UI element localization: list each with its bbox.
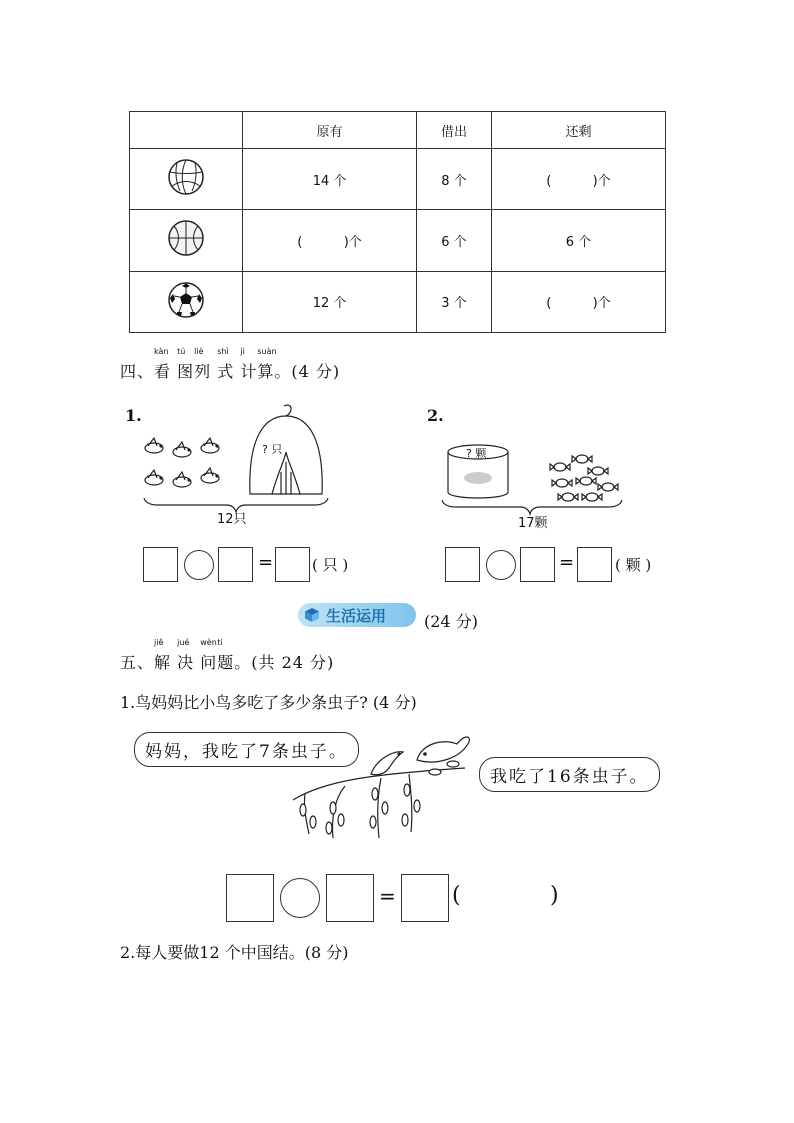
header-original: 原有 xyxy=(243,112,417,149)
answer-box[interactable] xyxy=(218,547,253,582)
answer-box[interactable] xyxy=(401,874,449,922)
header-empty xyxy=(130,112,243,149)
cage-label: ? 只 xyxy=(262,443,283,456)
table-row xyxy=(130,210,666,271)
speech-bubble-right: 我吃了16条虫子。 xyxy=(479,757,660,792)
question-text: 2.每人要做12 个中国结。(8 分) xyxy=(120,943,349,962)
section-4-heading: 四、 kàn 看 tú 图 liè 列 shì 式 jì 计 suàn 算。(4 分) xyxy=(120,347,341,381)
unit-paren-close: ) xyxy=(550,883,559,908)
total-label: 12只 xyxy=(217,512,247,527)
operator-circle[interactable] xyxy=(184,550,214,580)
answer-box[interactable] xyxy=(143,547,178,582)
header-lent: 借出 xyxy=(417,112,492,149)
question-number: 2. xyxy=(427,406,444,425)
cell-lent: 3 个 xyxy=(417,271,492,332)
answer-box[interactable] xyxy=(577,547,612,582)
answer-box[interactable] xyxy=(326,874,374,922)
answer-box[interactable] xyxy=(520,547,555,582)
header-left: 还剩 xyxy=(491,112,665,149)
equals-sign: = xyxy=(379,884,396,908)
operator-circle[interactable] xyxy=(486,550,516,580)
answer-box[interactable] xyxy=(226,874,274,922)
total-label: 17颗 xyxy=(518,516,548,531)
cell-left-blank[interactable]: ( )个 xyxy=(491,149,665,210)
cell-original-blank[interactable]: ( )个 xyxy=(243,210,417,271)
question-text: 1.鸟妈妈比小鸟多吃了多少条虫子? (4 分) xyxy=(120,693,417,712)
jar-label: ? 颗 xyxy=(466,447,487,460)
answer-box[interactable] xyxy=(275,547,310,582)
table-row xyxy=(130,149,666,210)
equals-sign: = xyxy=(258,552,274,573)
cell-original: 12 个 xyxy=(243,271,417,332)
table-header-row xyxy=(130,112,666,149)
volleyball-icon xyxy=(167,158,205,196)
section-5-heading: 五、 jiě 解 jué 决 wèn 问 tí 题。(共 24 分) xyxy=(120,638,335,672)
cell-lent: 6 个 xyxy=(417,210,492,271)
table-row xyxy=(130,271,666,332)
question-number: 1. xyxy=(125,406,142,425)
cell-left: 6 个 xyxy=(491,210,665,271)
cube-icon xyxy=(304,607,320,623)
unit-label: ( 颗 ) xyxy=(615,556,652,574)
badge-score: (24 分) xyxy=(424,612,478,631)
operator-circle[interactable] xyxy=(280,878,320,918)
answer-box[interactable] xyxy=(445,547,480,582)
badge-label: 生活运用 xyxy=(326,607,387,625)
speech-bubble-left: 妈妈，我吃了7条虫子。 xyxy=(134,732,359,767)
balls-table xyxy=(129,111,666,333)
unit-paren-open: ( xyxy=(452,883,461,908)
cell-original: 14 个 xyxy=(243,149,417,210)
birds-branch-illustration xyxy=(285,728,475,848)
unit-blank[interactable] xyxy=(470,880,545,912)
cell-lent: 8 个 xyxy=(417,149,492,210)
basketball-icon xyxy=(167,219,205,257)
section-badge xyxy=(298,603,416,627)
soccer-ball-icon xyxy=(167,281,205,319)
cell-left-blank[interactable]: ( )个 xyxy=(491,271,665,332)
equals-sign: = xyxy=(559,552,575,573)
unit-label: ( 只 ) xyxy=(312,556,349,574)
